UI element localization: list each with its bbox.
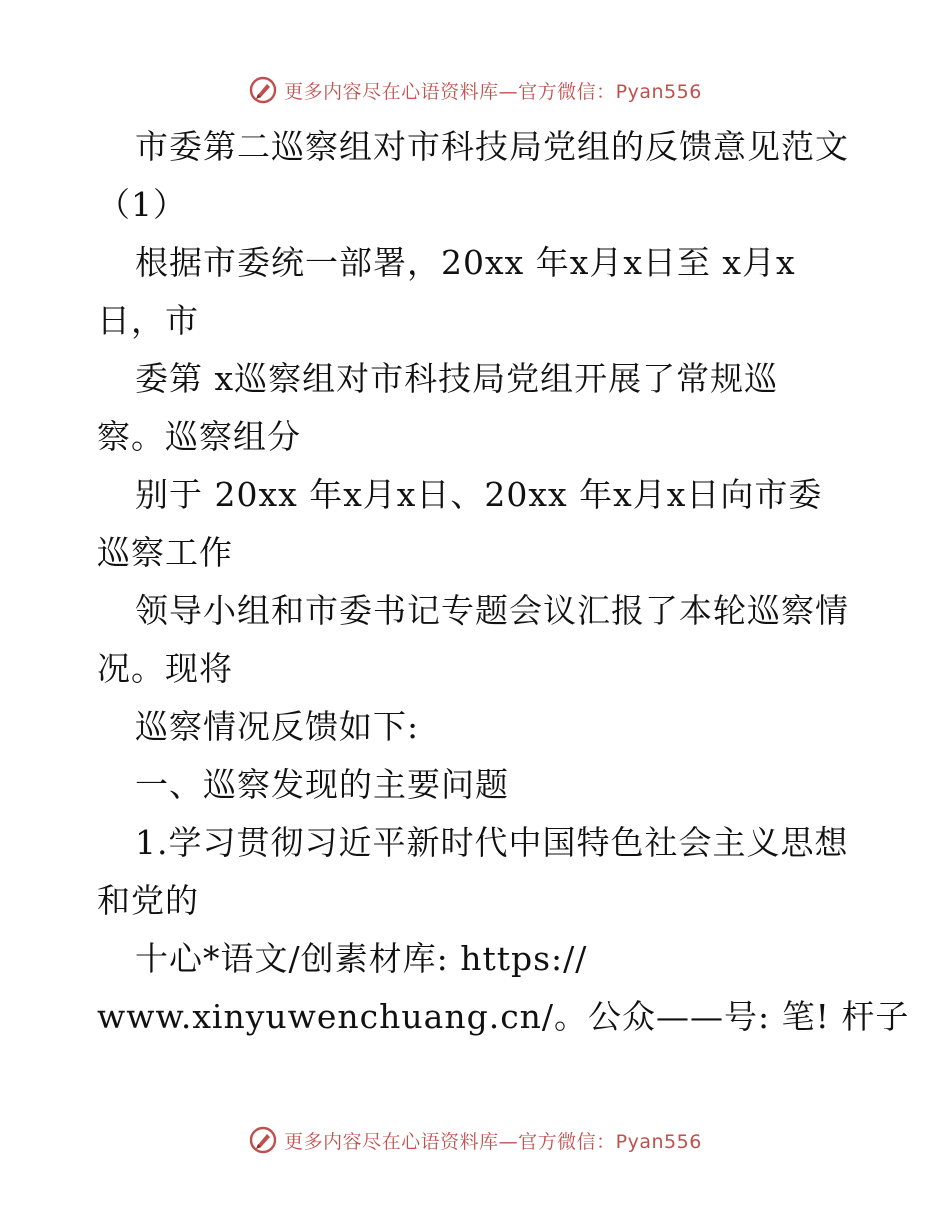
pen-nib-circle-icon <box>248 75 278 105</box>
pen-nib-circle-icon <box>248 1125 278 1155</box>
doc-line: 委第 x巡察组对市科技局党组开展了常规巡 <box>135 359 779 398</box>
doc-line: 察。巡察组分 <box>97 417 301 456</box>
doc-line: （1） <box>97 185 187 224</box>
footer-banner <box>0 1120 950 1160</box>
doc-line: www.xinyuwenchuang.cn/。公众——号: 笔! 杆子 <box>97 997 910 1036</box>
doc-line: 巡察情况反馈如下: <box>135 707 420 746</box>
doc-line: 根据市委统一部署，20xx 年x月x日至 x月x <box>135 243 796 282</box>
header-banner <box>0 70 950 110</box>
doc-line: 十心*语文/创素材库: https:// <box>135 939 588 978</box>
header-banner-text: 更多内容尽在心语资料库—官方微信：Pyan556 <box>284 80 702 103</box>
document-body <box>97 118 910 1046</box>
doc-line: 别于 20xx 年x月x日、20xx 年x月x日向市委 <box>135 475 823 514</box>
footer-banner-text: 更多内容尽在心语资料库—官方微信：Pyan556 <box>284 1130 702 1153</box>
doc-line: 巡察工作 <box>97 533 233 572</box>
doc-line: 和党的 <box>97 881 199 920</box>
doc-line: 市委第二巡察组对市科技局党组的反馈意见范文 <box>135 127 849 166</box>
doc-line: 日，市 <box>97 301 199 340</box>
doc-line: 领导小组和市委书记专题会议汇报了本轮巡察情 <box>135 591 849 630</box>
doc-line: 一、巡察发现的主要问题 <box>135 765 509 804</box>
doc-line: 1.学习贯彻习近平新时代中国特色社会主义思想 <box>135 823 849 862</box>
doc-line: 况。现将 <box>97 649 233 688</box>
